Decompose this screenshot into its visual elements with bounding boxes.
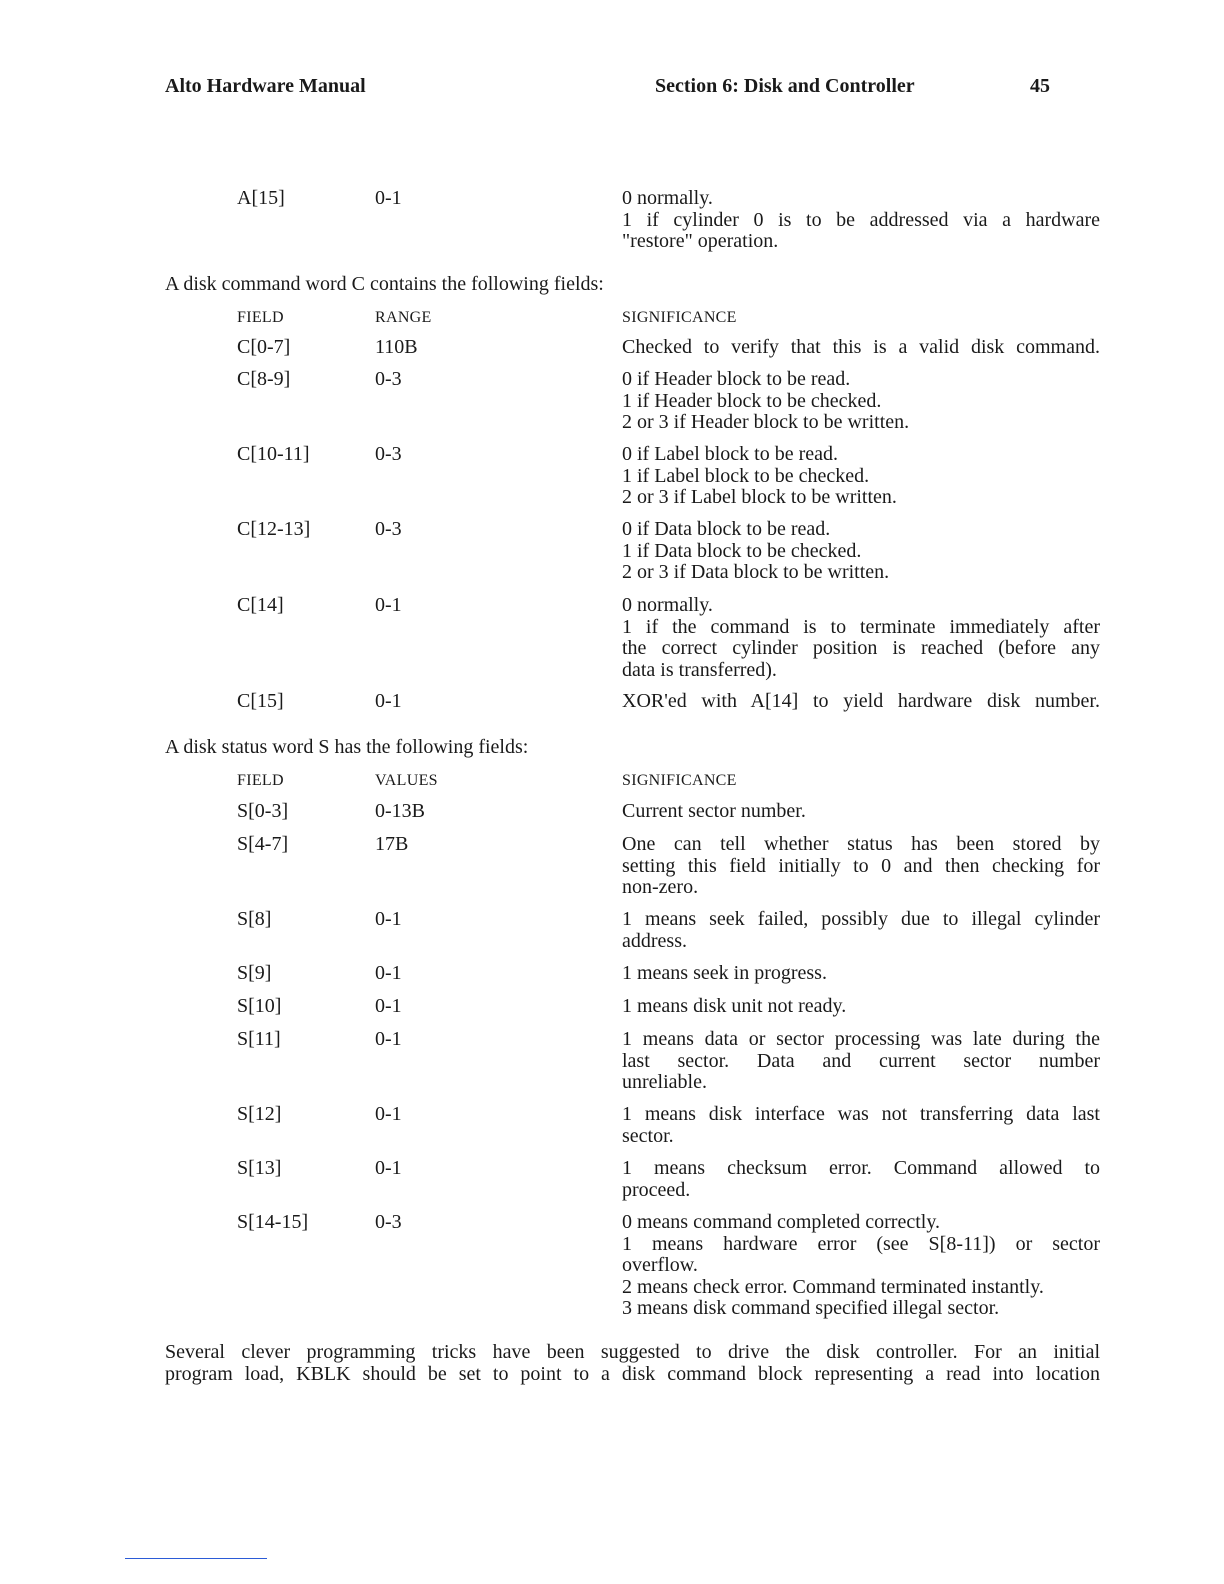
- field-range: 110B: [375, 336, 418, 358]
- field-name: S[10]: [237, 995, 282, 1017]
- significance-line: Checked to verify that this is a valid disk command.: [622, 336, 1100, 358]
- significance-line: 1 means hardware error (see S[8-11]) or sector: [622, 1232, 1100, 1255]
- field-name: C[8-9]: [237, 368, 291, 390]
- significance-line: "restore" operation.: [622, 230, 779, 252]
- significance-line: sector.: [622, 1124, 674, 1147]
- closing-paragraph: [165, 1342, 1100, 1385]
- significance-line: 0 if Data block to be read.: [622, 518, 831, 540]
- field-name: C[15]: [237, 690, 284, 712]
- significance-line: non-zero.: [622, 876, 699, 898]
- significance-line: 0 means command completed correctly.: [622, 1211, 941, 1233]
- field-significance: [622, 801, 1100, 823]
- significance-line: data is transferred).: [622, 658, 777, 681]
- running-header-section: Section 6: Disk and Controller: [655, 75, 915, 97]
- significance-line: 1 means seek in progress.: [622, 962, 827, 984]
- paragraph-line: Several clever programming tricks have been suggested to drive the disk controller. For an initial: [165, 1341, 1100, 1363]
- significance-line: overflow.: [622, 1254, 698, 1276]
- status-intro: A disk status word S has the following fields:: [165, 736, 529, 758]
- field-name: S[0-3]: [237, 800, 289, 822]
- significance-line: 1 if Data block to be checked.: [622, 539, 862, 562]
- significance-line: 1 if Header block to be checked.: [622, 389, 882, 412]
- column-header-significance: SIGNIFICANCE: [622, 772, 737, 789]
- significance-line: 1 means seek failed, possibly due to illegal cylinder: [622, 908, 1100, 930]
- field-range: 0-1: [375, 594, 402, 616]
- significance-line: address.: [622, 929, 687, 952]
- field-range: 0-3: [375, 443, 402, 465]
- field-value: 0-3: [375, 1211, 402, 1233]
- field-name: S[11]: [237, 1028, 281, 1050]
- paragraph-line: program load, KBLK should be set to point to a disk command block representing a read into location: [165, 1362, 1100, 1385]
- field-significance: [622, 519, 1100, 584]
- column-header-field: FIELD: [237, 772, 284, 789]
- field-value: 0-1: [375, 995, 402, 1017]
- field-significance: [622, 1104, 1100, 1147]
- significance-line: 1 means data or sector processing was late during the: [622, 1028, 1100, 1050]
- page-number: 45: [1030, 75, 1050, 97]
- command-intro: A disk command word C contains the following fields:: [165, 273, 604, 295]
- field-name: S[13]: [237, 1157, 282, 1179]
- significance-line: the correct cylinder position is reached (before any: [622, 637, 1100, 659]
- column-header-field: FIELD: [237, 309, 284, 326]
- field-name: S[14-15]: [237, 1211, 309, 1233]
- significance-line: 2 or 3 if Header block to be written.: [622, 411, 910, 433]
- field-significance: [622, 188, 1100, 253]
- field-significance: [622, 369, 1100, 434]
- field-range: 0-1: [375, 690, 402, 712]
- running-header-title: Alto Hardware Manual: [165, 75, 366, 97]
- field-name: A[15]: [237, 187, 285, 209]
- footnote-rule: [125, 1558, 267, 1559]
- field-significance: [622, 963, 1100, 985]
- field-significance: [622, 909, 1100, 952]
- field-value: 17B: [375, 833, 409, 855]
- significance-line: 0 normally.: [622, 187, 713, 209]
- field-name: S[12]: [237, 1103, 282, 1125]
- significance-line: last sector. Data and current sector number: [622, 1049, 1100, 1072]
- significance-line: 0 if Label block to be read.: [622, 443, 839, 465]
- column-header-range: RANGE: [375, 309, 432, 326]
- significance-line: Current sector number.: [622, 800, 806, 822]
- significance-line: One can tell whether status has been stored by: [622, 833, 1100, 855]
- significance-line: unreliable.: [622, 1071, 707, 1093]
- field-significance: [622, 1029, 1100, 1094]
- field-significance: [622, 444, 1100, 509]
- field-name: C[0-7]: [237, 336, 291, 358]
- field-name: C[10-11]: [237, 443, 310, 465]
- field-value: 0-1: [375, 1028, 402, 1050]
- field-name: S[8]: [237, 908, 272, 930]
- significance-line: 1 if the command is to terminate immediately after: [622, 615, 1100, 638]
- significance-line: 2 or 3 if Data block to be written.: [622, 561, 890, 583]
- field-value: 0-1: [375, 1157, 402, 1179]
- field-value: 0-13B: [375, 800, 425, 822]
- field-name: C[14]: [237, 594, 284, 616]
- field-significance: [622, 1212, 1100, 1320]
- significance-line: 0 if Header block to be read.: [622, 368, 851, 390]
- significance-line: 1 if Label block to be checked.: [622, 464, 870, 487]
- significance-line: proceed.: [622, 1178, 691, 1201]
- significance-line: setting this field initially to 0 and then checking for: [622, 854, 1100, 877]
- significance-line: 2 means check error. Command terminated instantly.: [622, 1275, 1044, 1298]
- field-significance: [622, 691, 1100, 713]
- significance-line: 1 if cylinder 0 is to be addressed via a hardware: [622, 208, 1100, 231]
- column-header-values: VALUES: [375, 772, 438, 789]
- field-value: 0-1: [375, 908, 402, 930]
- field-significance: [622, 337, 1100, 359]
- field-significance: [622, 996, 1100, 1018]
- field-name: C[12-13]: [237, 518, 311, 540]
- field-value: 0-1: [375, 1103, 402, 1125]
- significance-line: 3 means disk command specified illegal sector.: [622, 1297, 1000, 1319]
- significance-line: 2 or 3 if Label block to be written.: [622, 486, 897, 508]
- significance-line: XOR'ed with A[14] to yield hardware disk number.: [622, 690, 1100, 712]
- field-significance: [622, 834, 1100, 899]
- field-significance: [622, 595, 1100, 681]
- field-range: 0-3: [375, 368, 402, 390]
- significance-line: 1 means disk unit not ready.: [622, 995, 847, 1017]
- column-header-significance: SIGNIFICANCE: [622, 309, 737, 326]
- field-name: S[9]: [237, 962, 272, 984]
- field-significance: [622, 1158, 1100, 1201]
- significance-line: 0 normally.: [622, 594, 713, 616]
- field-value: 0-1: [375, 962, 402, 984]
- field-range: 0-3: [375, 518, 402, 540]
- field-name: S[4-7]: [237, 833, 289, 855]
- significance-line: 1 means disk interface was not transferring data last: [622, 1103, 1100, 1125]
- significance-line: 1 means checksum error. Command allowed to: [622, 1157, 1100, 1179]
- field-range: 0-1: [375, 187, 402, 209]
